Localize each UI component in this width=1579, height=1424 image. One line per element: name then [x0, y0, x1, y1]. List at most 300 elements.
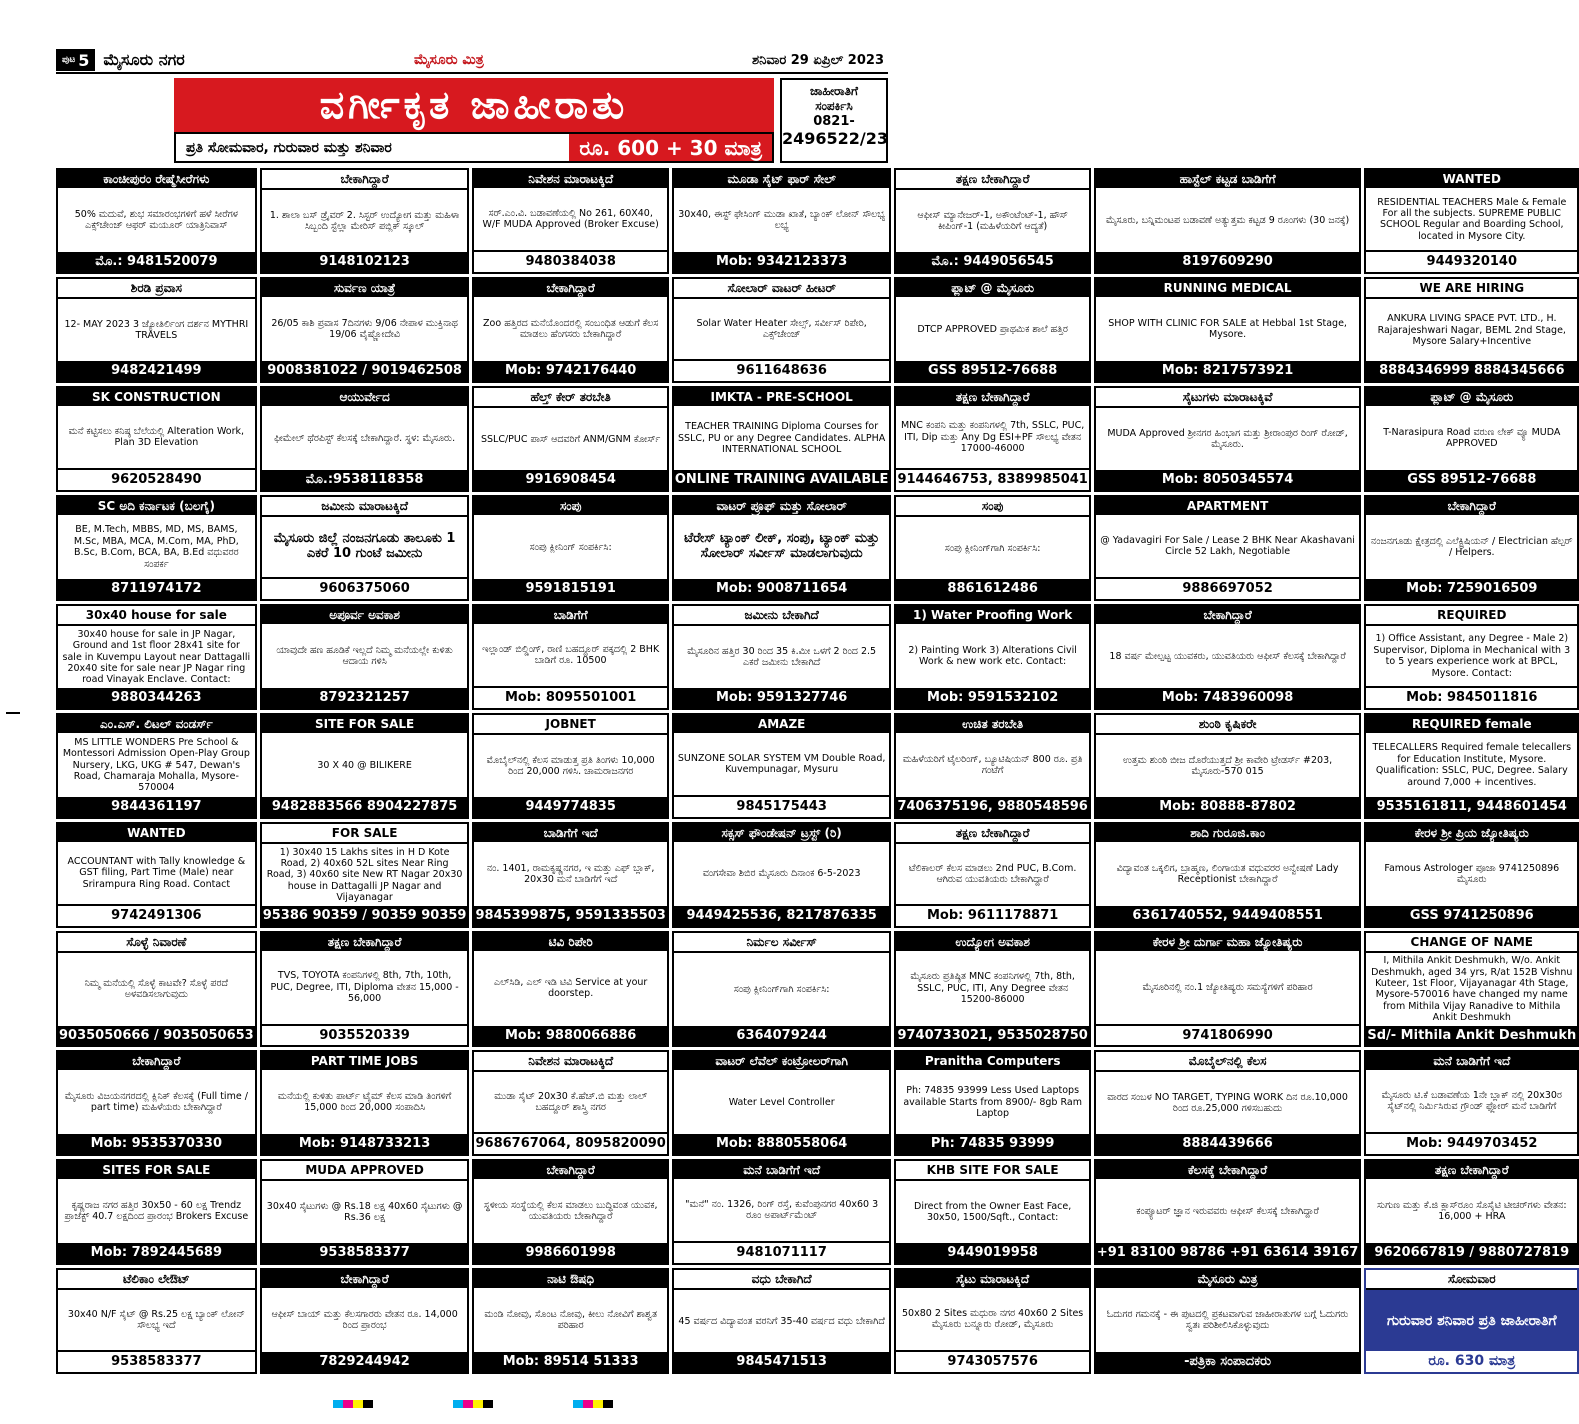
- classified-ad: [1364, 713, 1579, 819]
- ad-title: ಹೆಲ್ತ್ ಕೇರ್ ತರಬೇತಿ: [474, 388, 666, 408]
- ad-body: ಸರ್.ಎಂ.ವಿ. ಬಡಾವಣೆಯಲ್ಲಿ No 261, 60X40, W/F MUDA Approved (Broker Excuse): [482, 207, 659, 231]
- contact-line-2: ಸಂಪರ್ಕಿಸಿ: [815, 99, 853, 113]
- registration-marks: [0, 1400, 945, 1408]
- classified-ad: [672, 386, 892, 492]
- ad-title: ನಾಟಿ ಔಷಧಿ: [474, 1270, 666, 1288]
- ad-title: ಮನೆ ಬಾಡಿಗೆಗೆ ಇದೆ: [674, 1161, 890, 1179]
- ad-phone: 6361740552, 9449408551: [1096, 906, 1360, 926]
- ad-phone: 9606375060: [262, 577, 468, 599]
- banner-subtitle: ಪ್ರತಿ ಸೋಮವಾರ, ಗುರುವಾರ ಮತ್ತು ಶನಿವಾರ: [186, 139, 392, 156]
- classified-ad: [56, 713, 257, 819]
- ad-title: ಸಂಪು: [896, 497, 1088, 517]
- ad-title: ಮನೆ ಬಾಡಿಗೆಗೆ ಇದೆ: [1366, 1052, 1577, 1070]
- classified-ad: [672, 931, 892, 1047]
- ad-phone: 9008381022 / 9019462508: [262, 361, 468, 381]
- ad-phone: 9538583377: [262, 1243, 468, 1263]
- classified-ad: [672, 495, 892, 601]
- ad-title: ತಕ್ಷಣ ಬೇಕಾಗಿದ್ದಾರೆ: [1366, 1161, 1577, 1179]
- ad-phone: 6364079244: [674, 1026, 890, 1046]
- ad-title: ಶಾದಿ ಗುರೂಜಿ.ಕಾಂ: [1096, 824, 1360, 842]
- ad-body: ಮೈಸೂರಿನ ಹತ್ತಿರ 30 ರಿಂದ 35 ಕಿ.ಮೀ ಒಳಗೆ 2 ರಿಂದ 2.5 ಎಕರೆ ಜಮೀನು ಬೇಕಾಗಿದೆ: [687, 645, 877, 669]
- classified-ad: [1094, 386, 1362, 492]
- ad-body: TELECALLERS Required female telecallers for Education Institute, Mysore. Qualification: SSLC, PUC, Degree. Salary around 7,000 + incentives.: [1372, 742, 1572, 788]
- classified-ad: [1364, 495, 1579, 601]
- ad-title: CHANGE OF NAME: [1366, 933, 1577, 953]
- ad-body: MS LITTLE WONDERS Pre School & Montessori Admission Open-Play Group Nursery, LKG, UKG # 547, Dewan's Road, Chamaraja Mohalla, Mysore-570004: [62, 736, 250, 794]
- ad-phone: 9535161811, 9448601454: [1366, 797, 1577, 817]
- ad-phone: 9845471513: [674, 1352, 890, 1372]
- classified-ad: [260, 1268, 470, 1374]
- ad-title: RUNNING MEDICAL: [1096, 279, 1360, 297]
- classified-ad: [56, 386, 257, 492]
- ad-title: ಆಯುರ್ವೇದ: [262, 388, 468, 406]
- classified-ad: [260, 931, 470, 1047]
- ad-phone: 9916908454: [474, 470, 666, 490]
- ad-phone: 9449425536, 8217876335: [674, 906, 890, 926]
- classified-ad: [672, 277, 892, 383]
- banner-title: ವರ್ಗೀಕೃತ ಜಾಹೀರಾತು: [174, 78, 774, 132]
- ad-body: ಓದುಗರ ಗಮನಕ್ಕೆ - ಈ ಪುಟದಲ್ಲಿ ಪ್ರಕಟವಾಗುವ ಜಾಹೀರಾತುಗಳ ಬಗ್ಗೆ ಓದುಗರು ಸ್ವತಃ ಪರಿಶೀಲಿಸಿಕೊಳ್ಳುವುದು: [1106, 1309, 1349, 1332]
- classified-ad: [1094, 1050, 1362, 1156]
- banner-price: ರೂ. 600 + 30 ಮಾತ್ರ: [569, 134, 772, 161]
- ad-body: ನಿಮ್ಮ ಮನೆಯಲ್ಲಿ ಸೊಳ್ಳೆ ಕಾಟವೇ? ಸೊಳ್ಳೆ ಪರದೆ ಅಳವಡಿಸಲಾಗುವುದು: [84, 977, 229, 1001]
- ad-body: ಎಲ್‌ಸಿಡಿ, ಎಲ್ ಇಡಿ ಟಿವಿ Service at your doorstep.: [494, 976, 648, 1000]
- ad-phone: Mob: 7892445689: [58, 1243, 255, 1263]
- ad-phone: 8711974172: [58, 579, 255, 599]
- ad-body: Direct from the Owner East Face, 30x50, 1500/Sqft., Contact:: [914, 1201, 1072, 1224]
- ad-body: ಮನೆಯಲ್ಲಿ ಕುಳಿತು ಪಾರ್ಟ್ ಟೈಮ್ ಕೆಲಸ ಮಾಡಿ ತಿಂಗಳಿಗೆ 15,000 ರಿಂದ 20,000 ಸಂಪಾದಿಸಿ: [277, 1091, 452, 1114]
- ad-phone: 9538583377: [58, 1350, 255, 1372]
- classified-ad: [1364, 1050, 1579, 1156]
- classified-ad: [672, 822, 892, 928]
- color-bar-center: [453, 1400, 493, 1408]
- ad-phone: GSS 89512-76688: [896, 361, 1088, 381]
- ad-body: ANKURA LIVING SPACE PVT. LTD., H. Rajarajeshwari Nagar, BEML 2nd Stage, Mysore Salary+Incentive: [1377, 313, 1566, 348]
- ad-phone: 9845399875, 9591335503: [474, 906, 666, 926]
- ad-body: 30x40 ಸೈಟುಗಳು @ Rs.18 ಲಕ್ಷ 40x60 ಸೈಟುಗಳು @ Rs.36 ಲಕ್ಷ: [266, 1201, 463, 1224]
- ad-body: T-Narasipura Road ವರುಣ ಲೇಕ್ ವ್ಯೂ MUDA APPROVED: [1383, 426, 1561, 450]
- ad-title: ಉದ್ಯೋಗ ಅವಕಾಶ: [896, 933, 1088, 951]
- ad-body: ಮೈಸೂರು ಪ್ರತಿಷ್ಠಿತ MNC ಕಂಪನಿಗಳಲ್ಲಿ 7th, 8th, SSLC, PUC, ITI, Any Degree ವೇತನ 15200-86000: [910, 971, 1075, 1006]
- classified-ad: [1364, 1159, 1579, 1265]
- classified-ad: [56, 168, 257, 274]
- ad-title: ಮೈಸೂರು ಮಿತ್ರ: [1096, 1270, 1360, 1288]
- ad-phone: 9620667819 / 9880727819: [1366, 1243, 1577, 1263]
- ad-title: ತಕ್ಷಣ ಬೇಕಾಗಿದ್ದಾರೆ: [262, 933, 468, 951]
- ad-title: ವಾಟರ್ ಪ್ರೂಫ್ ಮತ್ತು ಸೋಲಾರ್: [674, 497, 890, 515]
- ad-body: TVS, TOYOTA ಕಂಪನಿಗಳಲ್ಲಿ 8th, 7th, 10th, PUC, Degree, ITI, Diploma ವೇತನ 15,000 - 56,000: [270, 970, 459, 1005]
- ad-title: ಕೇರಳ ಶ್ರೀ ದುರ್ಗಾ ಮಹಾ ಜ್ಯೋತಿಷ್ಯರು: [1096, 933, 1360, 951]
- ad-phone: Mob: 9591327746: [674, 688, 890, 708]
- classified-ad: [1364, 604, 1579, 710]
- ad-body: ಸಂಪು ಕ್ಲೀನಿಂಗ್‌ಗಾಗಿ ಸಂಪರ್ಕಿಸಿ:: [944, 542, 1041, 554]
- ad-body: ಫೀಮೇಲ್ ಥೆರಪಿಸ್ಟ್ ಕೆಲಸಕ್ಕೆ ಬೇಕಾಗಿದ್ದಾರೆ. ಸ್ಥಳ: ಮೈಸೂರು.: [274, 432, 456, 444]
- ad-title: FOR SALE: [262, 824, 468, 844]
- ad-phone: 8792321257: [262, 688, 468, 708]
- ad-body: 50% ಮದುವೆ, ಶುಭ ಸಮಾರಂಭಗಳಿಗೆ ಹಳೆ ಸೀರೆಗಳ ಎಕ್ಸ್‌ಚೇಂಜ್ ಆಫರ್ ಮಯೂರ್ ಯಾತ್ರಿನಿವಾಸ್: [74, 208, 238, 232]
- ad-body: I, Mithila Ankit Deshmukh, W/o. Ankit Deshmukh, aged 34 yrs, R/at 152B Vishnu Kuteer, 1st Floor, Vijayanagar 4th Stage, Mysore-570016 have changed my name from Mithila Vijay Ranadive to Mithila Ankit Deshmukh: [1371, 955, 1573, 1024]
- ad-title: ಬೇಕಾಗಿದ್ದಾರೆ: [58, 1052, 255, 1070]
- ad-body: ಕಂಪ್ಯೂಟರ್ ಜ್ಞಾನ ಇರುವವರು ಆಫೀಸ್ ಕೆಲಸಕ್ಕೆ ಬೇಕಾಗಿದ್ದಾರೆ: [1136, 1205, 1319, 1217]
- ad-body: Water Level Controller: [728, 1096, 835, 1108]
- ad-title: ಸೈಟುಗಳು ಮಾರಾಟಕ್ಕಿವೆ: [1096, 388, 1360, 408]
- classified-ad: [1364, 386, 1579, 492]
- ad-title: ಸಕ್ಸಸ್ ಫೌಂಡೇಷನ್ ಟ್ರಸ್ಟ್ (ರಿ): [674, 824, 890, 842]
- ad-title: ಬೇಕಾಗಿದ್ದಾರೆ: [1096, 606, 1360, 624]
- classified-ad: [56, 1050, 257, 1156]
- ad-phone: 9449019958: [896, 1243, 1088, 1263]
- classified-ad: [894, 713, 1090, 819]
- ad-title: ಶುಂಠಿ ಕೃಷಿಕರೇ: [1096, 715, 1360, 735]
- ad-title: ಟೆಲಿಕಾಂ ಲೇಔಟ್: [58, 1270, 255, 1290]
- ad-body: ಆಫೀಸ್ ಮ್ಯಾನೇಜರ್-1, ಅಕೌಂಟೆಂಟ್-1, ಹೌಸ್ ಕೀಪಿಂಗ್-1 (ಮಹಿಳೆಯರಿಗೆ ಆದ್ಯತೆ): [917, 209, 1068, 233]
- ad-title: MUDA APPROVED: [262, 1161, 468, 1181]
- ad-body: ಸುಗುಣ ಮತ್ತು ಕೆ.ಜಿ ಕ್ಲಾಸ್‌ರೂಂ ಸೊಸೈಟಿ ಟೀಚರ್‌ಗಳು ವೇತನ: 16,000 + HRA: [1377, 1200, 1567, 1223]
- classified-ad: [1094, 604, 1362, 710]
- ad-title: REQUIRED female: [1366, 715, 1577, 733]
- margin-mark: [6, 712, 20, 714]
- ad-phone: Mob: 9845011816: [1366, 686, 1577, 708]
- ad-body: ಸಂಪು ಕ್ಲೀನಿಂಗ್‌ಗಾಗಿ ಸಂಪರ್ಕಿಸಿ:: [733, 983, 830, 995]
- ad-phone: 9620528490: [58, 468, 255, 490]
- classified-ad: [1364, 1268, 1579, 1374]
- classified-ad: [472, 1268, 668, 1374]
- ad-title: ಹಾಸ್ಟೆಲ್ ಕಟ್ಟಡ ಬಾಡಿಗೆಗೆ: [1096, 170, 1360, 188]
- ad-body: 2) Painting Work 3) Alterations Civil Work & new work etc. Contact:: [908, 644, 1077, 668]
- color-bar-right: [573, 1400, 613, 1408]
- ad-title: 1) Water Proofing Work: [896, 606, 1088, 624]
- ad-body: ಮೊಬೈಲ್‌ನಲ್ಲಿ ಕೆಲಸ ಮಾಡುತ್ತ ಪ್ರತಿ ತಿಂಗಳು 10,000 ರಿಂದ 20,000 ಗಳಿಸಿ. ಚಾಮರಾಜನಗರ: [486, 754, 655, 778]
- classified-ad: [894, 386, 1090, 492]
- ad-body: ಇಲ್ಲಾಂಡ್ ಬಿಲ್ಡಿಂಗ್, ರಾಣಿ ಬಹದ್ದೂರ್ ಪಕ್ಕದಲ್ಲಿ 2 BHK ಬಾಡಿಗೆ ರೂ. 10500: [482, 643, 660, 667]
- ad-title: ಬೇಕಾಗಿದ್ದಾರೆ: [474, 279, 666, 297]
- ad-phone: Sd/- Mithila Ankit Deshmukh: [1366, 1026, 1577, 1046]
- ad-phone: Mob: 89514 51333: [474, 1352, 666, 1372]
- ad-phone: 9740733021, 9535028750: [896, 1026, 1088, 1046]
- classified-ad: [56, 277, 257, 383]
- ad-phone: 9886697052: [1096, 577, 1360, 599]
- ad-phone: 8884346999 8884345666: [1366, 361, 1577, 381]
- ad-body: Zoo ಹತ್ತಿರದ ಮನೆಯೊಂದರಲ್ಲಿ ಸಂಬಂಧಿತ ಆಡುಗೆ ಕೆಲಸ ಮಾಡಲು ಹೆಂಗಸರು ಬೇಕಾಗಿದ್ದಾರೆ: [483, 317, 659, 341]
- classified-ad: [1094, 931, 1362, 1047]
- ad-phone: 8197609290: [1096, 252, 1360, 272]
- ad-body: ಮೈಸೂರು ವಿಜಯನಗರದಲ್ಲಿ ಕ್ಲಿನಿಕ್ ಕೆಲಸಕ್ಕೆ (Full time / part time) ಮಹಿಳೆಯರು ಬೇಕಾಗಿದ್ದಾರೆ: [64, 1091, 248, 1114]
- ad-title: ನಿರ್ಮಲ ಸರ್ವೀಸ್: [674, 933, 890, 953]
- ad-phone: -ಪತ್ರಿಕಾ ಸಂಪಾದಕರು: [1096, 1352, 1360, 1372]
- ad-body: SUNZONE SOLAR SYSTEM VM Double Road, Kuvempunagar, Mysuru: [677, 752, 886, 776]
- classified-ad: [56, 931, 257, 1047]
- ad-body: 30x40 N/F ಸೈಟ್ @ Rs.25 ಲಕ್ಷ ಬ್ಯಾಂಕ್ ಲೋನ್ ಸೌಲಭ್ಯ ಇದೆ: [67, 1309, 245, 1332]
- classified-ad: [260, 168, 470, 274]
- ad-phone: ಮೊ.: 9449056545: [896, 252, 1088, 272]
- ad-title: ಜಮೀನು ಬೇಕಾಗಿದೆ: [674, 606, 890, 626]
- classified-ad: [672, 1050, 892, 1156]
- ad-body: ಉತ್ತಮ ಶುಂಠಿ ಬೀಜ ದೊರೆಯುತ್ತದೆ ಶ್ರೀ ಕಾವೇರಿ ಟ್ರೇಡರ್ಸ್ #203, ಮೈಸೂರು-570 015: [1122, 754, 1333, 778]
- ad-title: ಸೈಟು ಮಾರಾಟಕ್ಕಿದೆ: [896, 1270, 1088, 1288]
- classified-ad: [472, 931, 668, 1047]
- ad-body: 18 ವರ್ಷ ಮೇಲ್ಪಟ್ಟ ಯುವಕರು, ಯುವತಿಯರು ಆಫೀಸ್ ಕೆಲಸಕ್ಕೆ ಬೇಕಾಗಿದ್ದಾರೆ: [1109, 650, 1346, 662]
- ad-body: ವಾರದ ಸಂಬಳ NO TARGET, TYPING WORK ದಿನ ರೂ.10,000 ರಿಂದ ರೂ.25,000 ಗಳಿಸಬಹುದು: [1107, 1092, 1348, 1115]
- ad-title: WANTED: [58, 824, 255, 842]
- classified-ad: [894, 495, 1090, 601]
- ad-title: ಫ್ಲಾಟ್ @ ಮೈಸೂರು: [1366, 388, 1577, 406]
- page-header: [56, 48, 888, 74]
- ad-title: APARTMENT: [1096, 497, 1360, 515]
- ad-phone: 9986601998: [474, 1243, 666, 1263]
- classified-ad: [672, 604, 892, 710]
- ad-title: JOBNET: [474, 715, 666, 735]
- ad-phone: 9880344263: [58, 688, 255, 708]
- classified-ad: [472, 386, 668, 492]
- ad-phone: Mob: 9611178871: [896, 904, 1088, 926]
- ad-body: @ Yadavagiri For Sale / Lease 2 BHK Near Akashavani Circle 52 Lakh, Negotiable: [1100, 534, 1355, 558]
- ad-title: Pranitha Computers: [896, 1052, 1088, 1070]
- ad-body: 45 ವರ್ಷದ ವಿದ್ಯಾವಂತ ವರನಿಗೆ 35-40 ವರ್ಷದ ವಧು ಬೇಕಾಗಿದೆ: [678, 1315, 885, 1327]
- ad-phone: Mob: 9880066886: [474, 1026, 666, 1046]
- classified-ad: [1094, 168, 1362, 274]
- ad-title: ಟಿವಿ ರಿಪೇರಿ: [474, 933, 666, 951]
- classified-ad: [894, 1050, 1090, 1156]
- ad-phone: 8861612486: [896, 579, 1088, 599]
- ad-body: ಟೆರೇಸ್ ಟ್ಯಾಂಕ್ ಲೀಕ್, ಸಂಪು, ಟ್ಯಾಂಕ್ ಮತ್ತು ಸೋಲಾರ್ ಸರ್ವೀಸ್ ಮಾಡಲಾಗುವುದು: [684, 531, 880, 562]
- classified-ad: [472, 277, 668, 383]
- ad-title: ಮೊಬೈಲ್‌ನಲ್ಲಿ ಕೆಲಸ: [1096, 1052, 1360, 1072]
- ad-title: ಸುರ್ವಣ ಯಾತ್ರೆ: [262, 279, 468, 297]
- ad-title: ವಧು ಬೇಕಾಗಿದೆ: [674, 1270, 890, 1290]
- ad-phone: 9743057576: [896, 1350, 1088, 1372]
- ad-phone: 9611648636: [674, 359, 890, 381]
- ad-body: ಮಹಿಳೆಯರಿಗೆ ಟೈಲರಿಂಗ್, ಬ್ಯೂಟಿಷಿಯನ್ 800 ರೂ. ಪ್ರತಿ ಗಂಟೆಗೆ: [902, 753, 1083, 777]
- ad-body: "ಮನೆ" ನಂ. 1326, ರಿಂಗ್ ರಸ್ತೆ, ಕುವೆಂಪುನಗರ 40x60 3 ರೂಂ ಅಪಾರ್ಟ್‌ಮೆಂಟ್: [685, 1199, 879, 1222]
- ad-phone: Mob: 9591532102: [896, 688, 1088, 708]
- ad-title: ಬೇಕಾಗಿದ್ದಾರೆ: [262, 170, 468, 190]
- ad-phone: 8884439666: [1096, 1134, 1360, 1154]
- ad-title: WE ARE HIRING: [1366, 279, 1577, 299]
- ad-phone: 9480384038: [474, 250, 666, 272]
- ad-title: ಬಾಡಿಗೆಗೆ ಇದೆ: [474, 824, 666, 842]
- ad-title: ಬೇಕಾಗಿದ್ದಾರೆ: [262, 1270, 468, 1288]
- ad-phone: Mob: 9342123373: [674, 252, 890, 272]
- ad-body: ACCOUNTANT with Tally knowledge & GST filing, Part Time (Male) near Srirampura Ring Road. Contact: [67, 856, 246, 890]
- ad-title: ಬೇಕಾಗಿದ್ದಾರೆ: [474, 1161, 666, 1179]
- classified-ad: [260, 386, 470, 492]
- classified-ad: [260, 1050, 470, 1156]
- classified-ad: [1364, 822, 1579, 928]
- ad-body: ಸ್ಥಳೀಯ ಸಂಸ್ಥೆಯಲ್ಲಿ ಕೆಲಸ ಮಾಡಲು ಬುದ್ಧಿವಂತ ಯುವಕ, ಯುವತಿಯರು ಬೇಕಾಗಿದ್ದಾರೆ: [483, 1200, 658, 1223]
- ad-body: MUDA Approved ಶ್ರೀನಗರ ಹಿಂಭಾಗ ಮತ್ತು ಶ್ರೀರಾಂಪುರ ರಿಂಗ್ ರೋಡ್, ಮೈಸೂರು.: [1107, 427, 1348, 451]
- ad-phone: +91 83100 98786 +91 63614 39167: [1096, 1243, 1360, 1263]
- ad-phone: 7829244942: [262, 1352, 468, 1372]
- ad-title: IMKTA - PRE-SCHOOL: [674, 388, 890, 406]
- ad-body: 30x40, ಈಸ್ಟ್ ಫೇಸಿಂಗ್ ಮುಡಾ ಖಾತೆ, ಬ್ಯಾಂಕ್ ಲೋನ್ ಸೌಲಭ್ಯ ಲಭ್ಯ: [678, 208, 886, 232]
- ad-body: ಆಫೀಸ್ ಬಾಯ್ ಮತ್ತು ಕೆಲಸಗಾರರು ವೇತನ ರೂ. 14,000 ರಿಂದ ಪ್ರಾರಂಭ: [271, 1309, 458, 1332]
- ad-title: ಕೇರಳ ಶ್ರೀ ಪ್ರಿಯ ಜ್ಯೋತಿಷ್ಯರು: [1366, 824, 1577, 842]
- ad-phone: 9844361197: [58, 797, 255, 817]
- ad-body: ವಂಗಸೇವಾ ಶಿಬಿರ ಮೈಸೂರು ದಿನಾಂಕ 6-5-2023: [702, 868, 861, 880]
- classified-ad: [894, 277, 1090, 383]
- color-bar-left: [333, 1400, 373, 1408]
- ad-title: ಜಮೀನು ಮಾರಾಟಕ್ಕಿದೆ: [262, 497, 468, 517]
- ad-phone: 9035050666 / 9035050653: [58, 1026, 255, 1046]
- classified-ad: [472, 1159, 668, 1265]
- classified-ad: [472, 604, 668, 710]
- ad-title: ಎಂ.ಎಸ್. ಲಿಟಲ್ ವಂಡರ್ಸ್: [58, 715, 255, 733]
- contact-phone: 2496522/23: [782, 129, 889, 148]
- ad-phone: 9845175443: [674, 795, 890, 817]
- classified-ad: [894, 1159, 1090, 1265]
- ad-body: ಕೃಷ್ಣರಾಜ ನಗರ ಹತ್ತಿರ 30x50 - 60 ಲಕ್ಷ Trendz ಪ್ರಾಜೆಕ್ಟ್ 40.7 ಲಕ್ಷದಿಂದ ಪ್ರಾರಂಭ Brokers Excuse: [64, 1200, 249, 1223]
- ad-title: ಸಂಪು: [474, 497, 666, 515]
- ad-title: ಬಾಡಿಗೆಗೆ: [474, 606, 666, 624]
- classified-ad: [894, 822, 1090, 928]
- ad-body: DTCP APPROVED ಪ್ರಾಥಮಿಕ ಶಾಲೆ ಹತ್ತಿರ: [917, 323, 1068, 335]
- ad-body: ಮಂಡಿ ನೋವು, ಸೊಂಟ ನೋವು, ಕೀಲು ನೋವಿಗೆ ಶಾಶ್ವತ ಪರಿಹಾರ: [484, 1309, 657, 1332]
- classified-ad: [472, 168, 668, 274]
- page-number: 5: [78, 50, 90, 70]
- ad-title: ಸೊಳ್ಳೆ ನಿವಾರಣೆ: [58, 933, 255, 953]
- ad-body: TEACHER TRAINING Diploma Courses for SSLC, PU or any Degree Candidates. ALPHA INTERNATIONAL SCHOOL: [678, 421, 886, 455]
- ad-title: ಕೆಲಸಕ್ಕೆ ಬೇಕಾಗಿದ್ದಾರೆ: [1096, 1161, 1360, 1179]
- contact-box: [780, 78, 888, 163]
- ad-body: 1) Office Assistant, any Degree - Male 2) Supervisor, Diploma in Mechanical with 3 to 5 years experience work at BPCL, Mysore. Contact:: [1373, 633, 1571, 679]
- ad-phone: 9449774835: [474, 797, 666, 817]
- ad-title: ಶಿರಡಿ ಪ್ರವಾಸ: [58, 279, 255, 299]
- ad-title: KHB SITE FOR SALE: [896, 1161, 1088, 1181]
- ad-phone: ONLINE TRAINING AVAILABLE: [674, 470, 890, 490]
- classified-ad: [56, 822, 257, 928]
- ad-title: ಫ್ಲಾಟ್ @ ಮೈಸೂರು: [896, 279, 1088, 297]
- ad-body: ಮುಡಾ ಸೈಟ್ 20x30 ಕೆ.ಹೆಚ್.ಬಿ ಮತ್ತು ಲಾಲ್ ಬಹದ್ದೂರ್ ಶಾಸ್ತ್ರಿ ನಗರ: [494, 1091, 648, 1114]
- classified-ad: [1094, 1159, 1362, 1265]
- ad-title: PART TIME JOBS: [262, 1052, 468, 1070]
- ad-title: ತಕ್ಷಣ ಬೇಕಾಗಿದ್ದಾರೆ: [896, 388, 1088, 406]
- ad-body: 1) 30x40 15 Lakhs sites in H D Kote Road, 2) 40x60 52L sites Near Ring Road, 3) 40x60 site New RT Nagar 20x30 house in Dattagalli JP Nagar and Vijayanagar: [266, 846, 463, 904]
- section-title: ಮೈಸೂರು ನಗರ: [103, 50, 185, 69]
- classified-ad: [672, 168, 892, 274]
- ad-phone: Mob: 9449703452: [1366, 1132, 1577, 1154]
- classified-ad: [472, 1050, 668, 1156]
- ad-phone: 9035520339: [262, 1024, 468, 1046]
- ad-body: 30 X 40 @ BILIKERE: [317, 759, 412, 771]
- ad-title: ಅಪೂರ್ವ ಅವಕಾಶ: [262, 606, 468, 624]
- page-label: ಪುಟ: [62, 55, 76, 65]
- ad-title: ಸೋಮವಾರ: [1366, 1270, 1577, 1290]
- ad-body: ಮೈಸೂರು, ಬನ್ನಿಮಂಟಪ ಬಡಾವಣೆ ಅತ್ಯುತ್ತಮ ಕಟ್ಟಡ 9 ರೂಂಗಳು (30 ಜನಕ್ಕೆ): [1105, 214, 1350, 226]
- ad-body: ಮೈಸೂರು ಟಿ.ಕೆ ಬಡಾವಣೆಯ 1ನೇ ಬ್ಲಾಕ್ ನಲ್ಲಿ 20x30ರ ಸೈಟ್‌ನಲ್ಲಿ ನಿರ್ಮಿಸಿರುವ ಗ್ರೌಂಡ್ ಫ್ಲೋರ್ ಮನೆ ಬಾಡಿಗೆಗೆ: [1381, 1090, 1562, 1113]
- ad-body: ಮನೆ ಕಟ್ಟಿಸಲು ಕನಿಷ್ಠ ಬೆಲೆಯಲ್ಲಿ Alteration Work, Plan 3D Elevation: [68, 425, 245, 449]
- classified-ad: [260, 604, 470, 710]
- ad-body: 30x40 house for sale in JP Nagar, Ground and 1st floor 28x41 site for sale in Kuvempu Layout near Dattagalli 20x40 site for sale near JP Nagar ring road Vinayak Enclave. Contact:: [62, 628, 251, 686]
- ad-title: ಕಾಂಚೀಪುರಂ ರೇಷ್ಮೆಸೀರೆಗಳು: [58, 170, 255, 188]
- ad-phone: Mob: 7259016509: [1366, 579, 1577, 599]
- ad-body: ಯಾವುದೇ ಹಣ ಹೂಡಿಕೆ ಇಲ್ಲದೆ ನಿಮ್ಮ ಮನೆಯಲ್ಲೇ ಕುಳಿತು ಆದಾಯ ಗಳಿಸಿ: [276, 644, 453, 668]
- ad-phone: Mob: 8880558064: [674, 1134, 890, 1154]
- issue-date: ಶನಿವಾರ 29 ಏಪ್ರಿಲ್ 2023: [752, 52, 884, 68]
- classifieds-banner: [174, 78, 774, 163]
- ad-body: ನಂಜನಗೂಡು ಕ್ಷೇತ್ರದಲ್ಲಿ ಎಲೆಕ್ಟ್ರಿಷಿಯನ್ / Electrician ಹೆಲ್ಪರ್ / Helpers.: [1370, 535, 1573, 559]
- ad-phone: Mob: 7483960098: [1096, 688, 1360, 708]
- ad-title: AMAZE: [674, 715, 890, 733]
- classified-ad: [1094, 1268, 1362, 1374]
- ad-title: ಮೂಡಾ ಸೈಟ್ ಫಾರ್ ಸೇಲ್: [674, 170, 890, 188]
- ad-body: Famous Astrologer ಪೂಜಾ 9741250896 ಮೈಸೂರು: [1384, 862, 1560, 886]
- ad-phone: 9449320140: [1366, 250, 1577, 272]
- classified-ad: [260, 713, 470, 819]
- ad-title: ಉಚಿತ ತರಬೇತಿ: [896, 715, 1088, 733]
- ad-title: ಸೋಲಾರ್ ವಾಟರ್ ಹೀಟರ್: [674, 279, 890, 299]
- ad-phone: GSS 9741250896: [1366, 906, 1577, 926]
- ad-title: SITES FOR SALE: [58, 1161, 255, 1179]
- ad-phone: Mob: 9535370330: [58, 1134, 255, 1154]
- ad-title: SK CONSTRUCTION: [58, 388, 255, 406]
- page-number-badge: [56, 49, 95, 71]
- banner-info: [174, 132, 774, 163]
- classified-ad: [672, 1268, 892, 1374]
- ad-phone: Mob: 8050345574: [1096, 470, 1360, 490]
- ad-phone: GSS 89512-76688: [1366, 470, 1577, 490]
- ad-body: ಮೈಸೂರಿನಲ್ಲಿ ನಂ.1 ಜ್ಯೋತಿಷ್ಯರು ಸಮಸ್ಯೆಗಳಿಗೆ ಪರಿಹಾರ: [1142, 981, 1313, 993]
- classified-ad: [894, 1268, 1090, 1374]
- classified-ad: [672, 713, 892, 819]
- ad-body: RESIDENTIAL TEACHERS Male & Female For all the subjects. SUPREME PUBLIC SCHOOL Regular and Boarding School, located in Mysore City.: [1377, 196, 1567, 242]
- ad-phone: 9482883566 8904227875: [262, 797, 468, 817]
- classified-ad: [472, 822, 668, 928]
- ad-body: Ph: 74835 93999 Less Used Laptops available Starts from 8900/- 8gb Ram Laptop: [903, 1085, 1082, 1120]
- ad-title: ತಕ್ಷಣ ಬೇಕಾಗಿದ್ದಾರೆ: [896, 824, 1088, 844]
- ad-phone: 9144646753, 8389985041: [896, 468, 1088, 490]
- ad-phone: 9741806990: [1096, 1024, 1360, 1046]
- ad-title: ವಾಟರ್ ಲೆವೆಲ್ ಕಂಟ್ರೋಲರ್‌ಗಾಗಿ: [674, 1052, 890, 1070]
- classified-ad: [894, 168, 1090, 274]
- ad-phone: 9686767064, 8095820090: [474, 1132, 666, 1154]
- classified-ad: [260, 822, 470, 928]
- classified-ad: [1094, 495, 1362, 601]
- ad-body: Solar Water Heater ಸೇಲ್ಸ್, ಸರ್ವೀಸ್ ರಿಪೇರಿ, ಎಕ್ಸ್‌ಚೇಂಜ್: [696, 317, 867, 341]
- ad-phone: 9482421499: [58, 361, 255, 381]
- classified-ad: [1364, 277, 1579, 383]
- classified-ads-grid: [56, 168, 1577, 1374]
- ad-body: MNC ಕಂಪನಿ ಮತ್ತು ಕಂಪನಿಗಳಲ್ಲಿ 7th, SSLC, PUC, ITI, Dip ಮತ್ತು Any Dg ESI+PF ಸೌಲಭ್ಯ ವೇತನ 17000-46000: [900, 420, 1085, 454]
- ad-phone: 7406375196, 9880548596: [896, 797, 1088, 817]
- ad-body: SSLC/PUC ಪಾಸ್ ಆದವರಿಗೆ ANM/GNM ಕೋರ್ಸ್: [480, 433, 661, 445]
- ad-body: 12- MAY 2023 3 ಜ್ಯೋತಿರ್ಲಿಂಗ ದರ್ಶನ MYTHRI TRAVELS: [64, 318, 249, 342]
- ad-phone: 9148102123: [262, 252, 468, 272]
- ad-body: SHOP WITH CLINIC FOR SALE at Hebbal 1st Stage, Mysore.: [1108, 317, 1347, 341]
- ad-phone: Ph: 74835 93999: [896, 1134, 1088, 1154]
- ad-body: 1. ಶಾಲಾ ಬಸ್ ಡ್ರೈವರ್ 2. ಸಿಸ್ಟರ್ ಉದ್ಯೋಗ ಮತ್ತು ಮಹಿಳಾ ಸಿಬ್ಬಂದಿ ಸ್ಟೆಲ್ಲಾ ಮೇರಿಸ್ ಪಬ್ಲಿಕ್ ಸ್ಕೂಲ್: [269, 209, 460, 233]
- ad-phone: ಮೊ.:9538118358: [262, 470, 468, 490]
- classified-ad: [1364, 931, 1579, 1047]
- ad-body: ಸಂಪು ಕ್ಲೀನಿಂಗ್ ಸಂಪರ್ಕಿಸಿ:: [529, 541, 612, 553]
- ad-phone: Mob: 8217573921: [1096, 361, 1360, 381]
- ad-title: REQUIRED: [1366, 606, 1577, 626]
- classified-ad: [472, 713, 668, 819]
- classified-ad: [894, 604, 1090, 710]
- classified-ad: [56, 495, 257, 601]
- paper-title: ಮೈಸೂರು ಮಿತ್ರ: [414, 52, 484, 68]
- ad-phone: Mob: 9742176440: [474, 361, 666, 381]
- ad-title: ತಕ್ಷಣ ಬೇಕಾಗಿದ್ದಾರೆ: [896, 170, 1088, 190]
- ad-body: ಗುರುವಾರ ಶನಿವಾರ ಪ್ರತಿ ಜಾಹೀರಾತಿಗೆ: [1387, 1312, 1557, 1329]
- ad-phone: Mob: 80888-87802: [1096, 797, 1360, 817]
- classified-ad: [1094, 713, 1362, 819]
- classified-ad: [1094, 277, 1362, 383]
- contact-line-1: ಜಾಹೀರಾತಿಗೆ: [810, 84, 858, 98]
- ad-phone: ಮೊ.: 9481520079: [58, 252, 255, 272]
- ad-body: ನಂ. 1401, ರಾಮಕೃಷ್ಣನಗರ, ಇ ಮತ್ತು ಎಫ್ ಬ್ಲಾಕ್, 20x30 ಮನೆ ಬಾಡಿಗೆಗೆ ಇದೆ: [486, 862, 655, 886]
- ad-phone: ರೂ. 630 ಮಾತ್ರ: [1366, 1351, 1577, 1372]
- classified-ad: [894, 931, 1090, 1047]
